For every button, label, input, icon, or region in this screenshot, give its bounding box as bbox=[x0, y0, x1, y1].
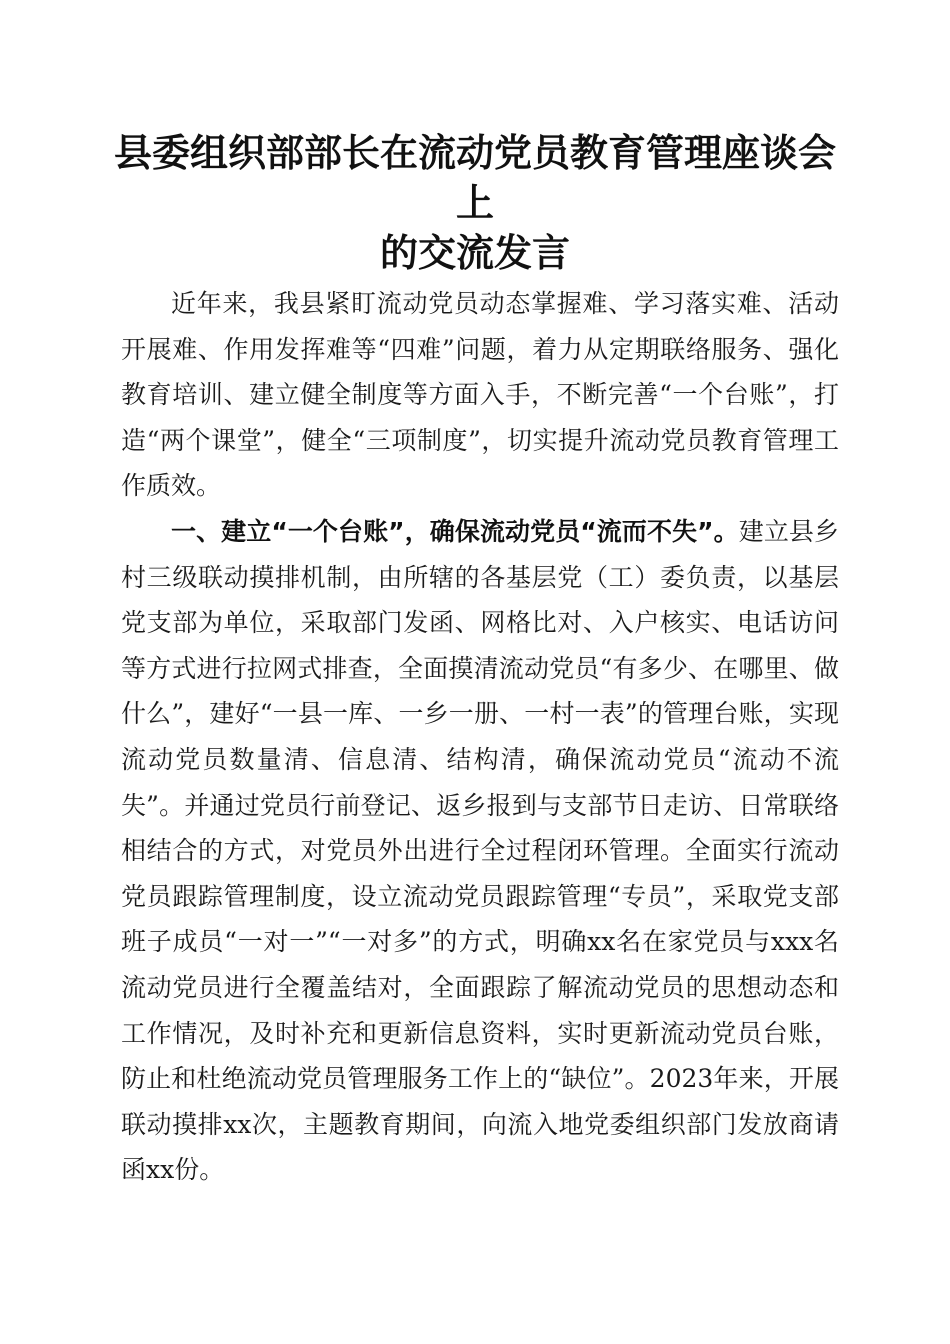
document-title bbox=[100, 128, 850, 278]
section-one-text: 建立县乡村三级联动摸排机制，由所辖的各基层党（工）委负责，以基层党支部为单位，采取部门发函、网格比对、入户核实、电话访问等方式进行拉网式排查，全面摸清流动党员“有多少、在哪里、做什么”，建好“一县一库、一乡一册、一村一表”的管理台账，实现流动党员数量清、信息清、结构清，确保流动党员“流动不流失”。并通过党员行前登记、返乡报到与支部节日走访、日常联络相结合的方式，对党员外出进行全过程闭环管理。全面实行流动党员跟踪管理制度，设立流动党员跟踪管理“专员”，采取党支部班子成员“一对一”“一对多”的方式，明确xx名在家党员与xxx名流动党员进行全覆盖结对，全面跟踪了解流动党员的思想动态和工作情况，及时补充和更新信息资料，实时更新流动党员台账，防止和杜绝流动党员管理服务工作上的“缺位”。2023年来，开展联动摸排xx次，主题教育期间，向流入地党委组织部门发放商请函xx份。 bbox=[121, 516, 839, 1185]
section-one-heading: 一、建立“一个台账”，确保流动党员“流而不失”。 bbox=[171, 516, 739, 546]
title-line-2: 的交流发言 bbox=[379, 230, 570, 275]
intro-paragraph-text: 近年来，我县紧盯流动党员动态掌握难、学习落实难、活动开展难、作用发挥难等“四难”问题，着力从定期联络服务、强化教育培训、建立健全制度等方面入手，不断完善“一个台账”，打造“两个课堂”，健全“三项制度”，切实提升流动党员教育管理工作质效。 bbox=[121, 289, 839, 501]
intro-paragraph bbox=[121, 281, 839, 509]
document-body bbox=[121, 281, 839, 1193]
section-one-paragraph bbox=[121, 509, 839, 1193]
title-line-1: 县委组织部部长在流动党员教育管理座谈会上 bbox=[113, 130, 836, 225]
